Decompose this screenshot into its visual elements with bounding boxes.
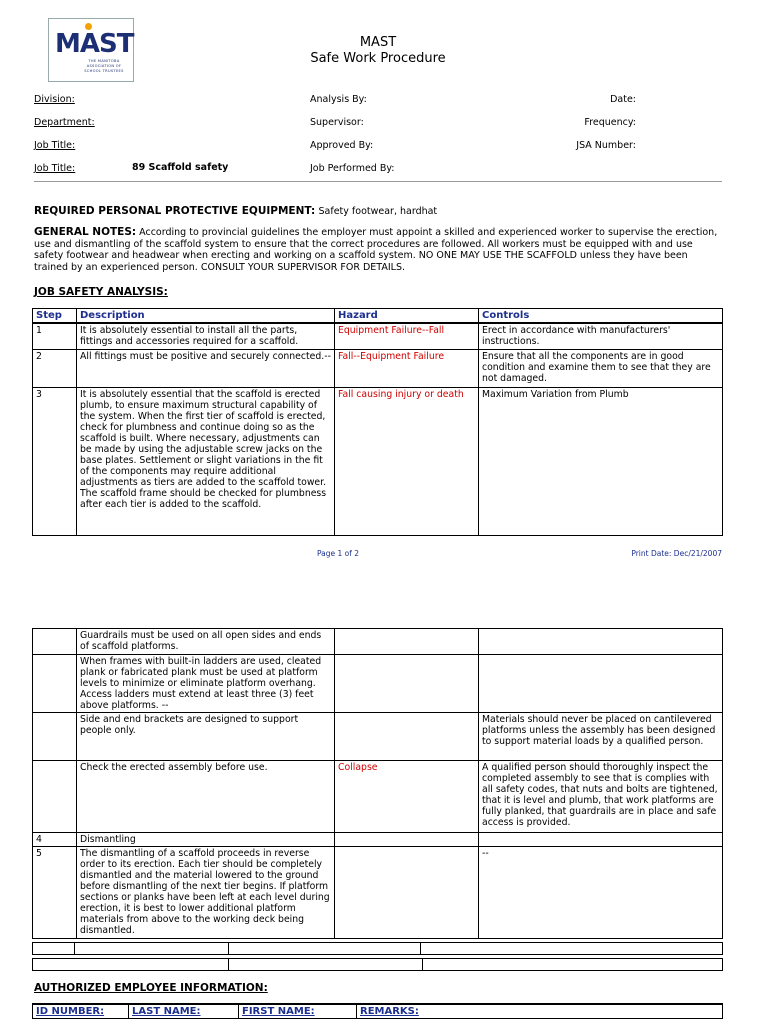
- employee-info-label: AUTHORIZED EMPLOYEE INFORMATION:: [34, 982, 268, 994]
- hazard-cell: Fall causing injury or death: [335, 387, 479, 535]
- controls-cell: Ensure that all the components are in good condition and examine them to see that they are not damaged.: [479, 349, 723, 387]
- step-cell: 1: [33, 323, 77, 349]
- hazard-cell: Fall--Equipment Failure: [335, 349, 479, 387]
- header-id-number: ID NUMBER:: [33, 1004, 129, 1019]
- table-row: [33, 349, 723, 387]
- description-cell: It is absolutely essential to install all the parts, fittings and accessories required for a scaffold.: [77, 323, 335, 349]
- empty-cell: [33, 943, 75, 955]
- empty-cell: [229, 959, 423, 971]
- description-cell: Check the erected assembly before use.: [77, 761, 335, 833]
- analysis-by-label: Analysis By:: [310, 94, 367, 105]
- hazard-cell: [335, 713, 479, 761]
- employee-header-row: [33, 1004, 723, 1019]
- step-cell: 2: [33, 349, 77, 387]
- job-title-label: Job Title:: [34, 140, 76, 151]
- step-cell: 4: [33, 833, 77, 847]
- table-row: [33, 833, 723, 847]
- page-title: MAST: [359, 35, 397, 50]
- page-number: Page 1 of 2: [316, 549, 360, 558]
- controls-cell: Materials should never be placed on cantilevered platforms unless the assembly has been designed to support material loads by a qualified person.: [479, 713, 723, 761]
- jsa-table-page1: [32, 308, 723, 536]
- controls-cell: [479, 833, 723, 847]
- page-subtitle: Safe Work Procedure: [310, 51, 446, 66]
- logo-subtext: THE MANITOBA ASSOCIATION OF SCHOOL TRUSTEES: [84, 59, 124, 73]
- jsa-number-label: JSA Number:: [576, 140, 636, 151]
- controls-cell: A qualified person should thoroughly inspect the completed assembly to see that is complies with all safety codes, that nuts and bolts are tightened, that it is level and plumb, that work platforms are fully planked, that guardrails are in place and safe access is provided.: [479, 761, 723, 833]
- description-cell: All fittings must be positive and securely connected.--: [77, 349, 335, 387]
- controls-cell: [479, 655, 723, 713]
- job-title-label-2: Job Title:: [34, 163, 76, 174]
- header-step: Step: [33, 309, 77, 324]
- empty-cell: [421, 943, 723, 955]
- step-cell: [33, 655, 77, 713]
- table-row: [33, 629, 723, 655]
- header-description: Description: [77, 309, 335, 324]
- header-hazard: Hazard: [335, 309, 479, 324]
- print-date: Print Date: Dec/21/2007: [631, 549, 722, 558]
- general-notes-label: GENERAL NOTES:: [34, 226, 137, 238]
- approved-by-label: Approved By:: [310, 140, 374, 151]
- divider: [34, 181, 722, 182]
- department-label: Department:: [34, 117, 95, 128]
- header-remarks: REMARKS:: [357, 1004, 723, 1019]
- header-first-name: FIRST NAME:: [239, 1004, 357, 1019]
- empty-cell: [423, 959, 723, 971]
- table-row: [33, 847, 723, 939]
- description-cell: It is absolutely essential that the scaffold is erected plumb, to ensure maximum structural capability of the system. When the first tier of scaffold is erected, check for plumbness and continue doing so as the scaffold is built. Where necessary, adjustments can be made by using the adjustable screw jacks on the base plates. Settlement or slight variations in the fit of the components may require additional adjustments as tiers are added to the scaffold tower. The scaffold frame should be checked for plumbness after each tier is added to the scaffold.: [77, 387, 335, 535]
- step-cell: [33, 629, 77, 655]
- job-title-value: 89 Scaffold safety: [132, 162, 229, 173]
- table-row: [33, 761, 723, 833]
- ppe-value: Safety footwear, hardhat: [318, 206, 438, 217]
- table-row: [33, 323, 723, 349]
- empty-cell: [33, 959, 229, 971]
- date-label: Date:: [610, 94, 636, 105]
- description-cell: The dismantling of a scaffold proceeds in reverse order to its erection. Each tier should be completely dismantled and the material lowered to the ground before dismantling of the next tier begins. If platform sections or planks have been left at each level during erection, it is best to lower additional platform materials from above to the working deck being dismantled.: [77, 847, 335, 939]
- signature-rows-2: [32, 958, 723, 971]
- table-row: [33, 387, 723, 535]
- ppe-label: REQUIRED PERSONAL PROTECTIVE EQUIPMENT:: [34, 205, 316, 217]
- controls-cell: --: [479, 847, 723, 939]
- empty-cell: [75, 943, 229, 955]
- controls-cell: [479, 629, 723, 655]
- hazard-cell: [335, 655, 479, 713]
- description-cell: Dismantling: [77, 833, 335, 847]
- supervisor-label: Supervisor:: [310, 117, 364, 128]
- job-performed-by-label: Job Performed By:: [310, 163, 395, 174]
- controls-cell: Erect in accordance with manufacturers' instructions.: [479, 323, 723, 349]
- hazard-cell: [335, 847, 479, 939]
- empty-row: [33, 959, 723, 971]
- general-notes: [34, 227, 724, 273]
- hazard-cell: [335, 833, 479, 847]
- general-notes-text: According to provincial guidelines the employer must appoint a skilled and experienced worker to supervise the erection, use and dismantling of the scaffold system to ensure that the correct procedures are followed. All workers must be equipped with and use safety footwear and headwear when erecting and working on a scaffold system. NO ONE MAY USE THE SCAFFOLD unless they have been trained by an experienced person. CONSULT YOUR SUPERVISOR FOR DETAILS.: [34, 227, 718, 273]
- ppe-line: [34, 205, 437, 217]
- description-cell: Side and end brackets are designed to support people only.: [77, 713, 335, 761]
- table-row: [33, 713, 723, 761]
- hazard-cell: Collapse: [335, 761, 479, 833]
- hazard-cell: [335, 629, 479, 655]
- table-row: [33, 655, 723, 713]
- jsa-label: JOB SAFETY ANALYSIS:: [34, 286, 168, 298]
- hazard-cell: Equipment Failure--Fall: [335, 323, 479, 349]
- step-cell: [33, 761, 77, 833]
- description-cell: When frames with built-in ladders are used, cleated plank or fabricated plank must be used at platform levels to minimize or eliminate platform overhang. Access ladders must extend at least three (3) feet above platforms. --: [77, 655, 335, 713]
- step-cell: [33, 713, 77, 761]
- empty-cell: [229, 943, 421, 955]
- header-controls: Controls: [479, 309, 723, 324]
- step-cell: 3: [33, 387, 77, 535]
- description-cell: Guardrails must be used on all open sides and ends of scaffold platforms.: [77, 629, 335, 655]
- mast-logo: [48, 18, 134, 82]
- controls-cell: Maximum Variation from Plumb: [479, 387, 723, 535]
- signature-rows: [32, 942, 723, 955]
- frequency-label: Frequency:: [584, 117, 636, 128]
- jsa-table-page2: [32, 628, 723, 939]
- header-last-name: LAST NAME:: [129, 1004, 239, 1019]
- logo-text: MAST: [55, 29, 134, 59]
- jsa-header-row: [33, 309, 723, 324]
- step-cell: 5: [33, 847, 77, 939]
- employee-table: [32, 1003, 723, 1019]
- division-label: Division:: [34, 94, 75, 105]
- empty-row: [33, 943, 723, 955]
